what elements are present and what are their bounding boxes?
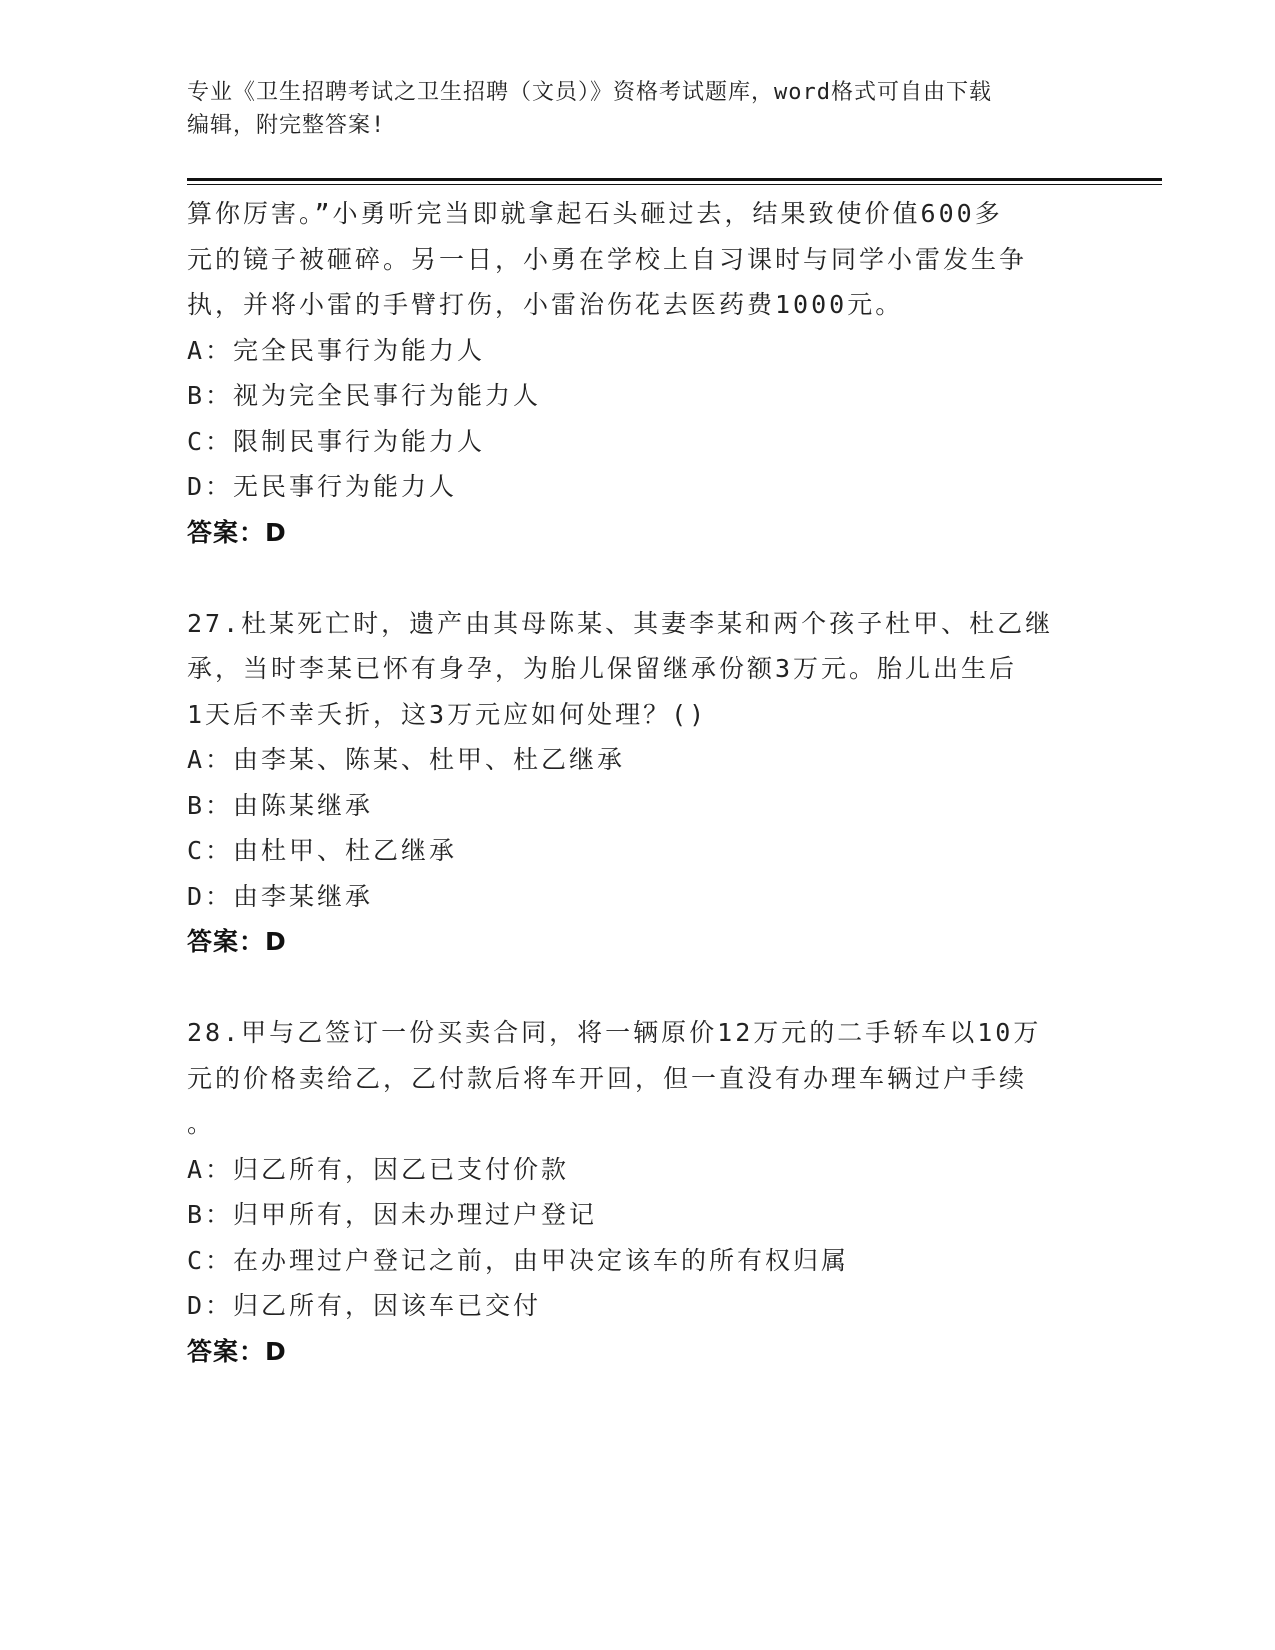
question-text-line: 元的价格卖给乙，乙付款后将车开回，但一直没有办理车辆过户手续	[187, 1063, 1028, 1093]
header-title-line-2: 编辑，附完整答案!	[187, 113, 386, 138]
document-header	[187, 76, 1087, 142]
option-b: B：归甲所有，因未办理过户登记	[187, 1200, 598, 1229]
question-text-line: 执，并将小雷的手臂打伤，小雷治伤花去医药费1000元。	[187, 290, 904, 319]
question-text-line: 27.杜某死亡时，遗产由其母陈某、其妻李某和两个孩子杜甲、杜乙继	[187, 608, 1054, 638]
option-a: A：完全民事行为能力人	[187, 335, 486, 365]
question-text-line: 承，当时李某已怀有身孕，为胎儿保留继承份额3万元。胎儿出生后	[187, 654, 1018, 683]
option-c: C：由杜甲、杜乙继承	[187, 836, 458, 865]
option-d: D：归乙所有，因该车已交付	[187, 1291, 542, 1320]
option-b: B：由陈某继承	[187, 790, 374, 820]
question-text-line: 元的镜子被砸碎。另一日，小勇在学校上自习课时与同学小雷发生争	[187, 244, 1028, 274]
header-rule-thin	[187, 184, 1162, 185]
option-c: C：限制民事行为能力人	[187, 426, 486, 456]
document-body	[187, 191, 1087, 1374]
answer-label: 答案：D	[187, 927, 287, 956]
question-28	[187, 1010, 1087, 1374]
question-text-line: 。	[187, 1109, 216, 1138]
option-b: B：视为完全民事行为能力人	[187, 381, 542, 410]
answer-label: 答案：D	[187, 1336, 287, 1366]
option-d: D：无民事行为能力人	[187, 472, 458, 501]
question-text-line: 算你厉害。”小勇听完当即就拿起石头砸过去，结果致使价值600多	[187, 199, 1003, 228]
question-text-line: 28.甲与乙签订一份买卖合同，将一辆原价12万元的二手轿车以10万	[187, 1018, 1042, 1047]
question-text-line: 1天后不幸夭折，这3万元应如何处理？()	[187, 699, 708, 729]
question-spacer	[187, 555, 1087, 601]
option-a: A：由李某、陈某、杜甲、杜乙继承	[187, 745, 626, 774]
header-title-line-1: 专业《卫生招聘考试之卫生招聘（文员）》资格考试题库，word格式可自由下载	[187, 80, 992, 105]
header-rule-thick	[187, 178, 1162, 181]
option-a: A：归乙所有，因乙已支付价款	[187, 1154, 570, 1184]
question-27	[187, 601, 1087, 965]
option-c: C：在办理过户登记之前，由甲决定该车的所有权归属	[187, 1245, 850, 1275]
option-d: D：由李某继承	[187, 881, 374, 911]
answer-label: 答案：D	[187, 517, 287, 547]
question-26-continuation	[187, 191, 1087, 555]
question-spacer	[187, 965, 1087, 1011]
